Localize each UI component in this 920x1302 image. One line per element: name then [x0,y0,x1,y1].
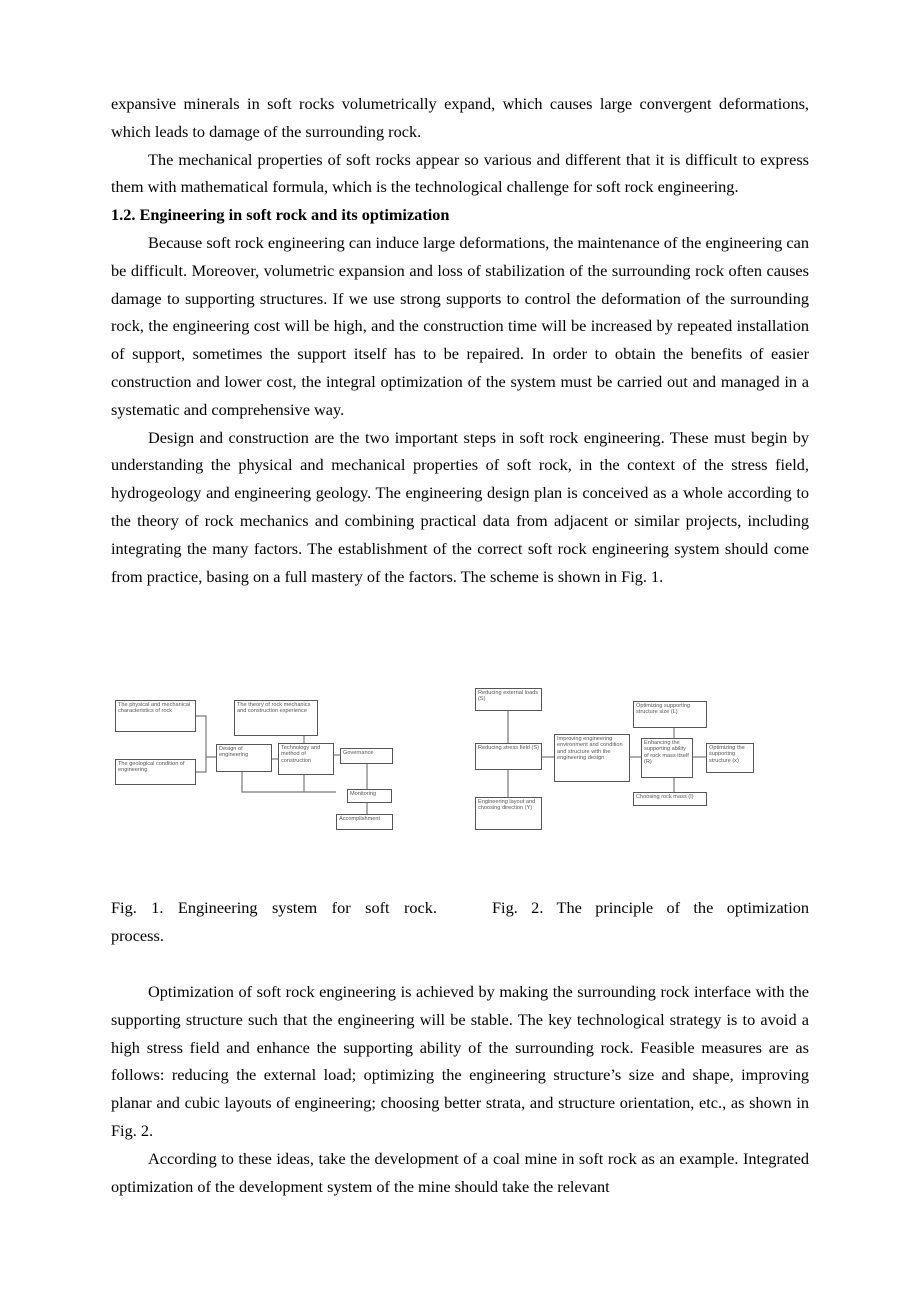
section-heading: 1.2. Engineering in soft rock and its optimization [111,205,450,225]
fig2-box-engineering-layout: Engineering layout and choosing direction (Y) [475,797,542,830]
figure-1-caption: Fig. 1. Engineering system for soft rock. [111,898,437,917]
fig2-box-choosing-rock: Choosing rock mass (I) [633,792,707,806]
body-text-top [111,90,809,590]
paragraph-2: The mechanical properties of soft rocks appear so various and different that it is difficult to express them with mathematical formula, which is the technological challenge for soft rock engineering. [111,149,809,197]
figure-2 [472,685,757,835]
paragraph-5: Optimization of soft rock engineering is achieved by making the surrounding rock interface with the supporting structure such that the engineering will be stable. The key technological strategy is to avoid a high stress field and enhance the supporting ability of the surrounding rock. Feasible measures are as follows: reducing the external load; optimizing the engineering structure’s size and shape, improving planar and cubic layouts of engineering; choosing better strata, and structure orientation, etc., as shown in Fig. 2. [111,982,809,1140]
fig1-box-accomplishment: Accomplishment [336,814,393,830]
fig1-box-geological: The geological condition of engineering [115,759,196,785]
fig1-box-technology: Technology and method of construction [278,743,334,775]
fig2-box-reducing-external: Reducing external loads (S) [475,688,542,711]
fig1-box-design: Design of engineering [216,744,272,772]
fig1-box-theory: The theory of rock mechanics and construction experience [234,700,318,736]
paragraph-4: Design and construction are the two important steps in soft rock engineering. These must begin by understanding the physical and mechanical properties of soft rock, in the context of the stress field, hydrogeology and engineering geology. The engineering design plan is conceived as a whole according to the theory of rock mechanics and combining practical data from adjacent or similar projects, including integrating the many factors. The establishment of the correct soft rock engineering system should come from practice, basing on a full mastery of the factors. The scheme is shown in Fig. 1. [111,427,809,586]
paragraph-3: Because soft rock engineering can induce large deformations, the maintenance of the engineering can be difficult. Moreover, volumetric expansion and loss of stabilization of the surrounding rock often causes damage to supporting structures. If we use strong supports to control the deformation of the surrounding rock, the engineering cost will be high, and the construction time will be increased by repeated installation of support, sometimes the support itself has to be repaired. In order to obtain the benefits of easier construction and lower cost, the integral optimization of the system must be carried out and managed in a systematic and comprehensive way. [111,232,809,419]
paragraph-6: According to these ideas, take the development of a coal mine in soft rock as an example. Integrated optimization of the development system of the mine should take the relevant [111,1148,809,1196]
fig1-box-monitoring: Monitoring [347,789,392,803]
fig1-box-governance: Governance [340,748,393,764]
figure-2-caption: Fig. 2. The principle of the optimization process. [111,898,809,945]
figure-1 [112,695,397,835]
paragraph-1: expansive minerals in soft rocks volumetrically expand, which causes large convergent deformations, which leads to damage of the surrounding rock. [111,94,809,141]
fig2-box-enhancing: Enhancing the supporting ability of rock mass itself (R) [641,738,693,778]
fig2-box-optimizing-supporting: Optimizing supporting structure size (L) [633,701,707,728]
body-text-bottom [111,978,809,1200]
fig1-box-physical: The physical and mechanical characteristics of rock [115,700,196,732]
fig2-box-reducing-stress: Reducing stress field (S) [475,743,542,770]
fig2-box-improving: Improving engineering environment and condition and structure with the engineering design [554,734,630,782]
fig2-box-optimizing-structure: Optimizing the supporting structure (x) [706,743,754,773]
